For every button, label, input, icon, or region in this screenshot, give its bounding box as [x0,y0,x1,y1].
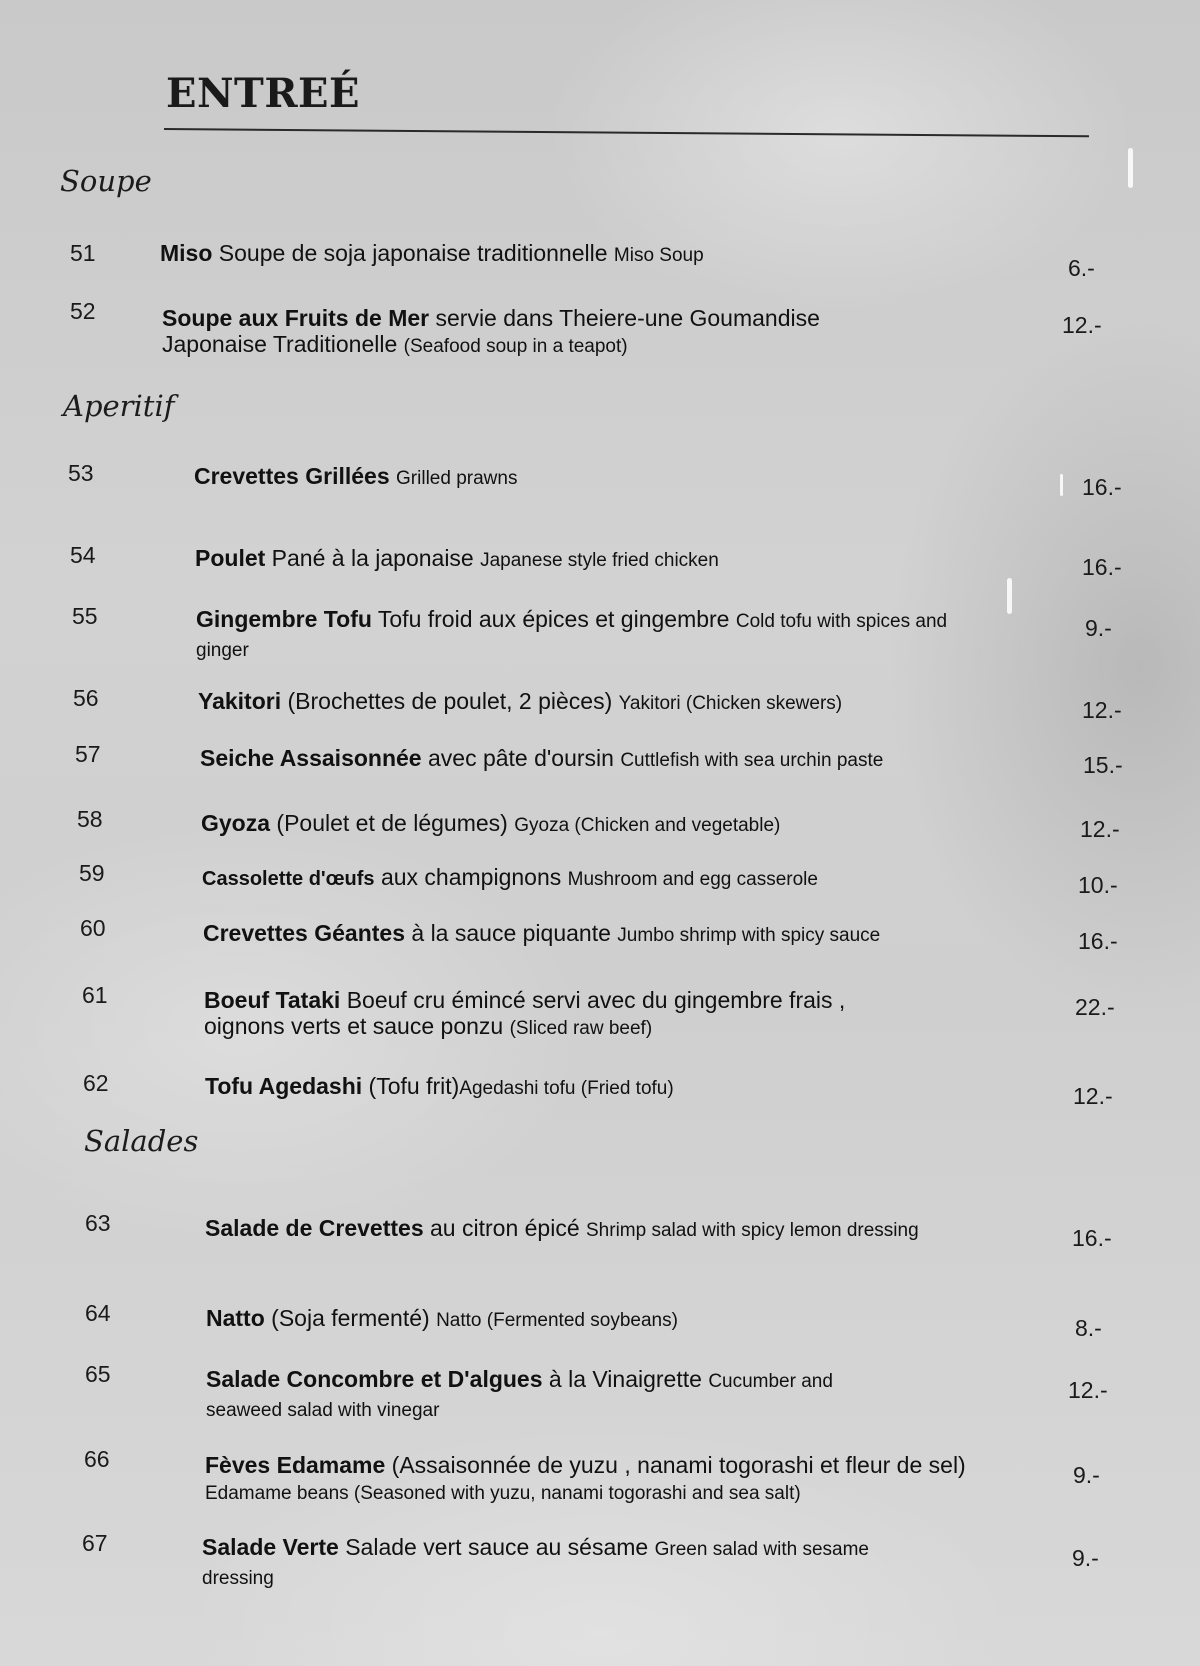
item-price: 6.- [1068,255,1095,281]
item-description [202,864,992,893]
item-name: Poulet [195,545,266,571]
item-name: Salade Concombre et D'algues [206,1366,543,1392]
menu-title: ENTREÉ [166,70,361,117]
item-price: 16.- [1082,554,1122,580]
item-english: Gyoza (Chicken and vegetable) [514,815,781,836]
item-english: Shrimp salad with spicy lemon dressing [586,1220,919,1241]
item-french: (Poulet et de légumes) [270,810,515,836]
item-name: Crevettes Géantes [203,920,405,946]
item-name: Salade de Crevettes [205,1215,424,1241]
item-number: 58 [77,806,103,832]
item-price: 15.- [1083,752,1123,778]
item-description [205,1452,975,1507]
item-number: 54 [70,542,96,568]
item-english: Cold tofu with spices and ginger [196,611,948,661]
item-number: 51 [70,240,96,266]
title-underline [164,128,1089,137]
item-name: Cassolette d'œufs [202,868,375,890]
item-price: 22.- [1075,994,1115,1020]
item-english: Mushroom and egg casserole [567,869,818,890]
item-french: avec pâte d'oursin [421,745,621,771]
item-french: (Brochettes de poulet, 2 pièces) [281,688,619,714]
item-english: Grilled prawns [396,468,518,489]
item-name: Tofu Agedashi [205,1073,363,1099]
item-price: 8.- [1075,1315,1102,1341]
item-description [196,606,956,664]
item-french: au citron épicé [423,1215,586,1241]
item-number: 52 [70,298,96,324]
item-description [206,1305,996,1334]
item-french: à la sauce piquante [405,920,618,946]
section-title-soupe: Soupe [60,164,152,198]
item-french: servie dans Theiere-une Goumandise Japonaise Traditionelle [162,305,820,357]
item-french: aux champignons [374,864,568,890]
item-number: 63 [85,1210,111,1236]
item-description [160,240,950,269]
item-description [202,1534,932,1592]
item-english: Yakitori (Chicken skewers) [618,693,843,714]
item-number: 67 [82,1530,108,1556]
item-english: Natto (Fermented soybeans) [436,1310,678,1331]
item-description [162,305,922,360]
item-description [204,987,904,1042]
item-name: Salade Verte [202,1534,339,1560]
item-name: Miso [160,240,213,266]
item-english: Japanese style fried chicken [480,550,719,571]
item-english: Edamame beans (Seasoned with yuzu, nanami togorashi and sea salt) [205,1483,801,1504]
item-price: 12.- [1062,312,1102,338]
item-name: Boeuf Tataki [204,987,341,1013]
item-price: 12.- [1073,1083,1113,1109]
item-price: 16.- [1082,474,1122,500]
item-price: 9.- [1072,1545,1099,1571]
item-description [200,745,990,774]
item-number: 57 [75,741,101,767]
item-price: 10.- [1078,872,1118,898]
item-english: Agedashi tofu (Fried tofu) [459,1078,674,1099]
item-number: 62 [83,1070,109,1096]
item-price: 16.- [1072,1225,1112,1251]
item-name: Soupe aux Fruits de Mer [162,305,430,331]
item-english: Cucumber and seaweed salad with vinegar [206,1371,833,1421]
item-number: 53 [68,460,94,486]
item-name: Yakitori [198,688,282,714]
item-french: Soupe de soja japonaise traditionnelle [212,240,614,266]
item-description [195,545,985,574]
item-english: Miso Soup [613,245,704,266]
item-english: Jumbo shrimp with spicy sauce [617,925,881,946]
item-price: 12.- [1082,697,1122,723]
item-price: 9.- [1085,615,1112,641]
item-price: 9.- [1073,1462,1100,1488]
item-number: 55 [72,603,98,629]
item-english: (Seafood soup in a teapot) [403,336,628,357]
item-name: Gingembre Tofu [196,606,372,632]
item-name: Seiche Assaisonnée [200,745,422,771]
item-french: (Soja fermenté) [264,1305,437,1331]
section-title-salades: Salades [84,1124,199,1158]
item-number: 64 [85,1300,111,1326]
item-description [194,463,984,492]
item-english: Green salad with sesame dressing [202,1539,869,1589]
item-price: 12.- [1080,816,1120,842]
item-price: 12.- [1068,1377,1108,1403]
item-price: 16.- [1078,928,1118,954]
item-french: Boeuf cru émincé servi avec du gingembre frais , oignons verts et sauce ponzu [204,987,846,1039]
item-description [206,1366,906,1424]
item-number: 59 [79,860,105,886]
item-french: Tofu froid aux épices et gingembre [371,606,736,632]
item-description [203,920,993,949]
item-french: Pané à la japonaise [265,545,481,571]
item-french: (Assaisonnée de yuzu , nanami togorashi et fleur de sel) [385,1452,966,1478]
item-description [205,1215,925,1244]
item-description [205,1073,995,1102]
item-number: 65 [85,1361,111,1387]
item-number: 56 [73,685,99,711]
section-title-aperitif: Aperitif [63,389,175,423]
item-description [201,810,991,839]
item-number: 61 [82,982,108,1008]
item-name: Crevettes Grillées [194,463,390,489]
item-name: Fèves Edamame [205,1452,386,1478]
item-english: (Sliced raw beef) [509,1018,653,1039]
item-number: 66 [84,1446,110,1472]
item-description [198,688,988,717]
item-english: Cuttlefish with sea urchin paste [620,750,884,771]
item-name: Natto [206,1305,265,1331]
item-number: 60 [80,915,106,941]
item-french: à la Vinaigrette [542,1366,709,1392]
item-french: Salade vert sauce au sésame [338,1534,655,1560]
item-name: Gyoza [201,810,271,836]
item-french: (Tofu frit) [362,1073,460,1099]
